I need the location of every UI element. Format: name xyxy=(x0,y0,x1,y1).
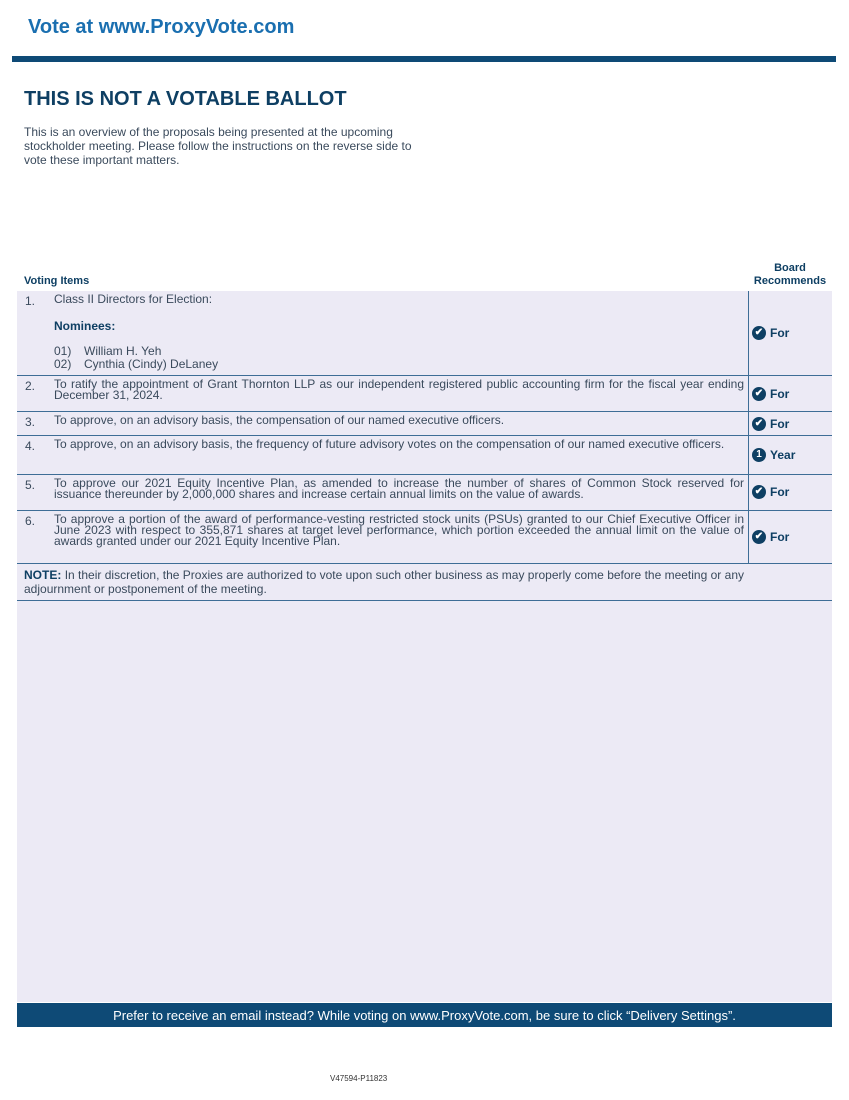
nominee-01 xyxy=(54,344,161,358)
recommendation-label: For xyxy=(770,387,790,401)
nominee-02 xyxy=(54,357,218,371)
item-number: 6. xyxy=(25,514,36,528)
board-recommends-header xyxy=(748,262,832,288)
recommendation-3 xyxy=(752,417,789,431)
recommendation-5 xyxy=(752,485,789,499)
recommendation-label: For xyxy=(770,485,790,499)
voting-item-4 xyxy=(17,436,832,475)
recommendation-2 xyxy=(752,387,789,401)
item-number: 5. xyxy=(25,478,36,492)
item-number: 4. xyxy=(25,439,36,453)
nominee-name: Cynthia (Cindy) DeLaney xyxy=(84,357,219,371)
item-text: To approve a portion of the award of performance-vesting restricted stock units (PSUs) granted to our Chief Executive Officer in June 2023 with respect to 355,871 shares at target level performance, which portion exceeded the annual limit on the value of awards granted under our 2021 Equity Incentive Plan. xyxy=(54,512,744,548)
item-number: 3. xyxy=(25,415,36,429)
voting-item-3 xyxy=(17,412,832,436)
check-circle-icon: ✔ xyxy=(752,387,766,401)
recommendation-label: For xyxy=(770,417,790,431)
voting-item-2 xyxy=(17,376,832,412)
recommendation-label: Year xyxy=(770,448,796,462)
intro-text: This is an overview of the proposals being presented at the upcoming stockholder meeting. Please follow the instructions on the reverse side to vote these important matters. xyxy=(24,125,412,167)
item-text: To approve, on an advisory basis, the frequency of future advisory votes on the compensation of our named executive officers. xyxy=(54,437,725,451)
check-circle-icon: ✔ xyxy=(752,530,766,544)
item-text: To approve our 2021 Equity Incentive Plan, as amended to increase the number of shares of Common Stock reserved for issuance thereunder by 2,000,000 shares and increase certain annual limits on the value of awards. xyxy=(54,476,744,501)
proxyvote-link[interactable]: Vote at www.ProxyVote.com xyxy=(28,16,295,38)
recommendation-1 xyxy=(752,326,789,340)
note xyxy=(24,568,744,596)
recommendation-4 xyxy=(752,448,795,462)
voting-item-5 xyxy=(17,475,832,511)
document-code: V47594-P11823 xyxy=(330,1074,388,1083)
item-text: To ratify the appointment of Grant Thornton LLP as our independent registered public accounting firm for the fiscal year ending December 31, 2024. xyxy=(54,377,744,402)
voting-items-header: Voting Items xyxy=(24,275,90,287)
header-divider xyxy=(12,56,836,62)
note-label: NOTE: xyxy=(24,568,62,582)
email-delivery-text: Prefer to receive an email instead? While voting on www.ProxyVote.com, be sure to click “Delivery Settings”. xyxy=(113,1007,736,1023)
email-delivery-banner xyxy=(17,1003,832,1027)
recommendation-6 xyxy=(752,530,789,544)
board-header-line1: Board xyxy=(774,262,806,274)
item-text: Class II Directors for Election: xyxy=(54,292,213,306)
nominee-number: 02) xyxy=(54,357,72,371)
recommendation-label: For xyxy=(770,530,790,544)
check-circle-icon: ✔ xyxy=(752,417,766,431)
note-divider xyxy=(17,600,832,601)
note-text: In their discretion, the Proxies are authorized to vote upon such other business as may properly come before the meeting or any adjournment or postponement of the meeting. xyxy=(24,568,744,596)
item-text: To approve, on an advisory basis, the compensation of our named executive officers. xyxy=(54,413,505,427)
nominee-number: 01) xyxy=(54,344,72,358)
item-number: 2. xyxy=(25,379,36,393)
item-number: 1. xyxy=(25,294,36,308)
voting-item-6 xyxy=(17,511,832,564)
nominee-name: William H. Yeh xyxy=(84,344,162,358)
check-circle-icon: ✔ xyxy=(752,326,766,340)
recommendation-column-divider xyxy=(748,291,749,564)
check-circle-icon: ✔ xyxy=(752,485,766,499)
number-one-circle-icon: 1 xyxy=(752,448,766,462)
voting-item-1 xyxy=(17,291,832,376)
page-title: THIS IS NOT A VOTABLE BALLOT xyxy=(24,88,347,110)
board-header-line2: Recommends xyxy=(753,275,827,287)
nominees-label: Nominees: xyxy=(54,319,116,333)
recommendation-label: For xyxy=(770,326,790,340)
